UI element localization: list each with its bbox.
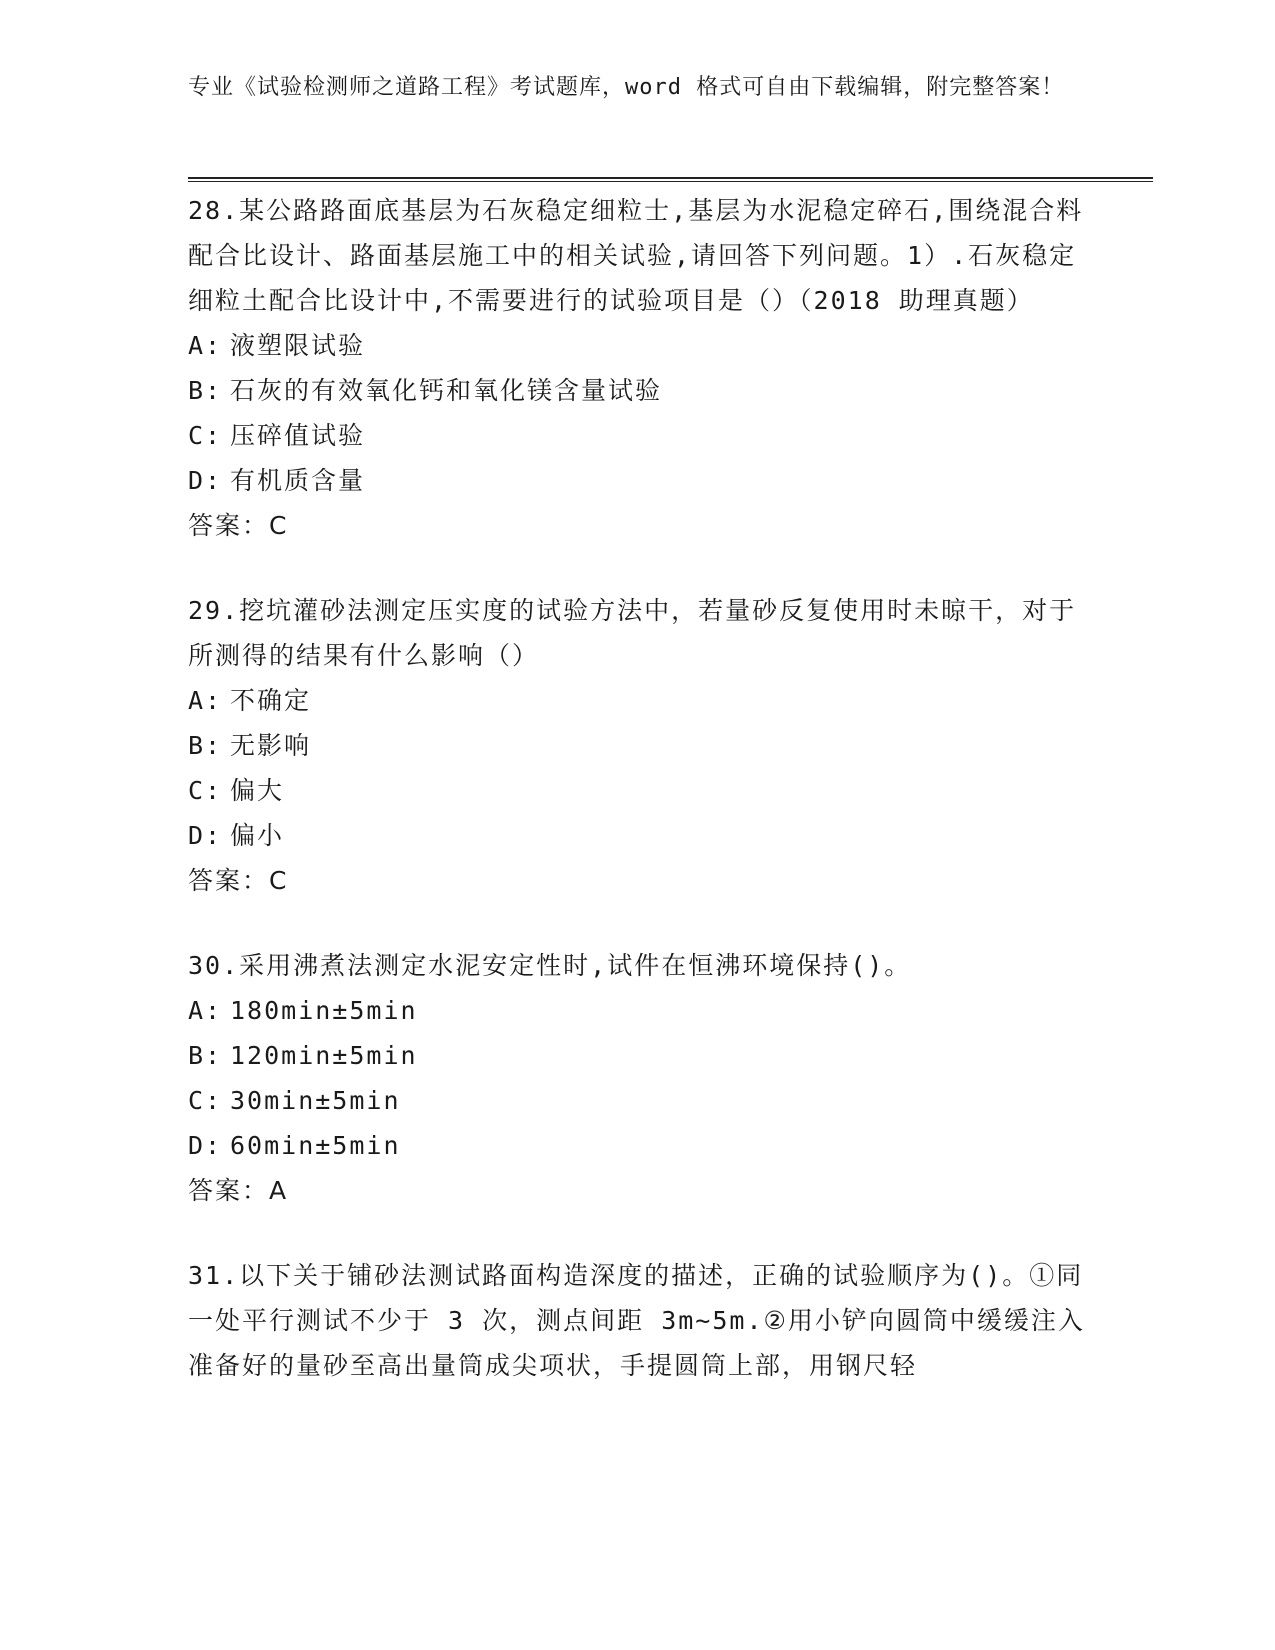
- option-letter: A:: [188, 686, 223, 715]
- option-c: [188, 768, 1088, 813]
- option-d: [188, 458, 1088, 503]
- option-letter: B:: [188, 1041, 223, 1070]
- option-letter: C:: [188, 421, 223, 450]
- question-28: [188, 188, 1088, 548]
- option-text: 180min±5min: [230, 996, 418, 1025]
- question-text: 30.采用沸煮法测定水泥安定性时,试件在恒沸环境保持()。: [188, 951, 912, 980]
- option-a: [188, 988, 1088, 1033]
- option-letter: D:: [188, 1131, 223, 1160]
- option-text: 石灰的有效氧化钙和氧化镁含量试验: [230, 376, 663, 405]
- option-text: 偏小: [230, 821, 285, 850]
- header-divider: [188, 177, 1153, 182]
- option-text: 偏大: [230, 776, 285, 805]
- option-a: [188, 323, 1088, 368]
- question-list: [188, 188, 1088, 1428]
- question-text: 28.某公路路面底基层为石灰稳定细粒士,基层为水泥稳定碎石,围绕混合料配合比设计、路面基层施工中的相关试验,请回答下列问题。1）.石灰稳定细粒土配合比设计中,不需要进行的试验项目是（）（2018 助理真题）: [188, 196, 1084, 315]
- option-d: [188, 813, 1088, 858]
- option-text: 无影响: [230, 731, 312, 760]
- answer-line: 答案：C: [188, 866, 289, 895]
- option-letter: C:: [188, 1086, 223, 1115]
- option-letter: D:: [188, 466, 223, 495]
- question-31: [188, 1253, 1088, 1388]
- question-text: 31.以下关于铺砂法测试路面构造深度的描述，正确的试验顺序为()。①同一处平行测试不少于 3 次，测点间距 3m~5m.②用小铲向圆筒中缓缓注入准备好的量砂至高出量筒成尖项状，手提圆筒上部，用钢尺轻: [188, 1261, 1085, 1380]
- option-c: [188, 1078, 1088, 1123]
- option-text: 不确定: [230, 686, 312, 715]
- option-text: 压碎值试验: [230, 421, 366, 450]
- option-letter: A:: [188, 996, 223, 1025]
- document-header: 专业《试验检测师之道路工程》考试题库，word 格式可自由下载编辑，附完整答案！: [188, 75, 1065, 100]
- option-letter: B:: [188, 376, 223, 405]
- option-text: 30min±5min: [230, 1086, 401, 1115]
- option-b: [188, 1033, 1088, 1078]
- option-c: [188, 413, 1088, 458]
- answer-line: 答案：A: [188, 1176, 289, 1205]
- question-30: [188, 943, 1088, 1213]
- option-text: 有机质含量: [230, 466, 366, 495]
- question-text: 29.挖坑灌砂法测定压实度的试验方法中，若量砂反复使用时未晾干，对于所测得的结果有什么影响（）: [188, 596, 1077, 670]
- option-text: 液塑限试验: [230, 331, 366, 360]
- option-d: [188, 1123, 1088, 1168]
- option-letter: A:: [188, 331, 223, 360]
- option-letter: D:: [188, 821, 223, 850]
- option-b: [188, 723, 1088, 768]
- option-letter: B:: [188, 731, 223, 760]
- question-29: [188, 588, 1088, 903]
- option-a: [188, 678, 1088, 723]
- option-letter: C:: [188, 776, 223, 805]
- option-text: 60min±5min: [230, 1131, 401, 1160]
- option-b: [188, 368, 1088, 413]
- option-text: 120min±5min: [230, 1041, 418, 1070]
- answer-line: 答案：C: [188, 511, 289, 540]
